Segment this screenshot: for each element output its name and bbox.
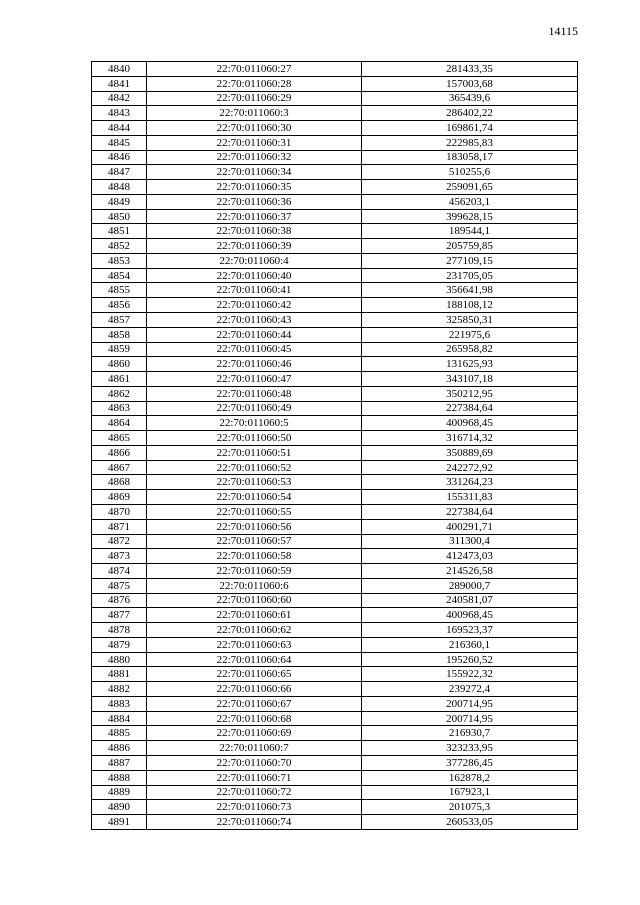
cadastral-number-cell: 22:70:011060:49 xyxy=(147,401,362,416)
table-row xyxy=(92,106,578,121)
cadastral-number-cell: 22:70:011060:74 xyxy=(147,815,362,830)
cadastral-number-cell: 22:70:011060:48 xyxy=(147,386,362,401)
table-row xyxy=(92,431,578,446)
row-number-cell: 4855 xyxy=(92,283,147,298)
value-cell: 260533,05 xyxy=(362,815,578,830)
row-number-cell: 4860 xyxy=(92,357,147,372)
row-number-cell: 4880 xyxy=(92,652,147,667)
table-row xyxy=(92,667,578,682)
cadastral-number-cell: 22:70:011060:30 xyxy=(147,121,362,136)
row-number-cell: 4876 xyxy=(92,593,147,608)
row-number-cell: 4847 xyxy=(92,165,147,180)
cadastral-values-table xyxy=(91,61,578,830)
table-row xyxy=(92,298,578,313)
value-cell: 189544,1 xyxy=(362,224,578,239)
table-row xyxy=(92,785,578,800)
value-cell: 399628,15 xyxy=(362,209,578,224)
value-cell: 350889,69 xyxy=(362,445,578,460)
value-cell: 286402,22 xyxy=(362,106,578,121)
row-number-cell: 4842 xyxy=(92,91,147,106)
cadastral-number-cell: 22:70:011060:58 xyxy=(147,549,362,564)
cadastral-number-cell: 22:70:011060:7 xyxy=(147,741,362,756)
value-cell: 214526,58 xyxy=(362,564,578,579)
table-row xyxy=(92,62,578,77)
row-number-cell: 4872 xyxy=(92,534,147,549)
row-number-cell: 4844 xyxy=(92,121,147,136)
table-row xyxy=(92,490,578,505)
table-row xyxy=(92,445,578,460)
cadastral-number-cell: 22:70:011060:61 xyxy=(147,608,362,623)
value-cell: 162878,2 xyxy=(362,770,578,785)
row-number-cell: 4849 xyxy=(92,194,147,209)
cadastral-number-cell: 22:70:011060:73 xyxy=(147,800,362,815)
table-row xyxy=(92,342,578,357)
table-row xyxy=(92,608,578,623)
table-row xyxy=(92,283,578,298)
table-row xyxy=(92,239,578,254)
table-row xyxy=(92,726,578,741)
value-cell: 222985,83 xyxy=(362,135,578,150)
table-row xyxy=(92,224,578,239)
cadastral-number-cell: 22:70:011060:34 xyxy=(147,165,362,180)
page-number: 14115 xyxy=(548,24,578,38)
row-number-cell: 4885 xyxy=(92,726,147,741)
row-number-cell: 4888 xyxy=(92,770,147,785)
cadastral-number-cell: 22:70:011060:59 xyxy=(147,564,362,579)
cadastral-number-cell: 22:70:011060:69 xyxy=(147,726,362,741)
row-number-cell: 4843 xyxy=(92,106,147,121)
cadastral-number-cell: 22:70:011060:43 xyxy=(147,313,362,328)
cadastral-number-cell: 22:70:011060:67 xyxy=(147,696,362,711)
value-cell: 227384,64 xyxy=(362,401,578,416)
row-number-cell: 4856 xyxy=(92,298,147,313)
value-cell: 343107,18 xyxy=(362,372,578,387)
cadastral-number-cell: 22:70:011060:29 xyxy=(147,91,362,106)
cadastral-number-cell: 22:70:011060:35 xyxy=(147,180,362,195)
value-cell: 200714,95 xyxy=(362,711,578,726)
cadastral-number-cell: 22:70:011060:4 xyxy=(147,253,362,268)
row-number-cell: 4886 xyxy=(92,741,147,756)
row-number-cell: 4854 xyxy=(92,268,147,283)
table-row xyxy=(92,549,578,564)
table-row xyxy=(92,534,578,549)
row-number-cell: 4869 xyxy=(92,490,147,505)
value-cell: 155922,32 xyxy=(362,667,578,682)
row-number-cell: 4857 xyxy=(92,313,147,328)
value-cell: 169523,37 xyxy=(362,623,578,638)
row-number-cell: 4870 xyxy=(92,504,147,519)
row-number-cell: 4890 xyxy=(92,800,147,815)
row-number-cell: 4889 xyxy=(92,785,147,800)
cadastral-number-cell: 22:70:011060:39 xyxy=(147,239,362,254)
cadastral-number-cell: 22:70:011060:64 xyxy=(147,652,362,667)
value-cell: 216360,1 xyxy=(362,637,578,652)
row-number-cell: 4873 xyxy=(92,549,147,564)
cadastral-number-cell: 22:70:011060:71 xyxy=(147,770,362,785)
cadastral-number-cell: 22:70:011060:3 xyxy=(147,106,362,121)
cadastral-number-cell: 22:70:011060:55 xyxy=(147,504,362,519)
cadastral-number-cell: 22:70:011060:36 xyxy=(147,194,362,209)
row-number-cell: 4845 xyxy=(92,135,147,150)
row-number-cell: 4871 xyxy=(92,519,147,534)
table-row xyxy=(92,815,578,830)
table-row xyxy=(92,564,578,579)
row-number-cell: 4852 xyxy=(92,239,147,254)
row-number-cell: 4851 xyxy=(92,224,147,239)
table-row xyxy=(92,194,578,209)
row-number-cell: 4866 xyxy=(92,445,147,460)
value-cell: 356641,98 xyxy=(362,283,578,298)
value-cell: 400291,71 xyxy=(362,519,578,534)
cadastral-number-cell: 22:70:011060:40 xyxy=(147,268,362,283)
value-cell: 200714,95 xyxy=(362,696,578,711)
row-number-cell: 4863 xyxy=(92,401,147,416)
value-cell: 216930,7 xyxy=(362,726,578,741)
row-number-cell: 4840 xyxy=(92,62,147,77)
value-cell: 325850,31 xyxy=(362,313,578,328)
cadastral-number-cell: 22:70:011060:57 xyxy=(147,534,362,549)
cadastral-number-cell: 22:70:011060:37 xyxy=(147,209,362,224)
cadastral-number-cell: 22:70:011060:5 xyxy=(147,416,362,431)
value-cell: 510255,6 xyxy=(362,165,578,180)
table-row xyxy=(92,770,578,785)
value-cell: 157003,68 xyxy=(362,76,578,91)
row-number-cell: 4858 xyxy=(92,327,147,342)
cadastral-number-cell: 22:70:011060:28 xyxy=(147,76,362,91)
table-row xyxy=(92,696,578,711)
row-number-cell: 4879 xyxy=(92,637,147,652)
cadastral-number-cell: 22:70:011060:65 xyxy=(147,667,362,682)
table-row xyxy=(92,91,578,106)
cadastral-number-cell: 22:70:011060:38 xyxy=(147,224,362,239)
row-number-cell: 4846 xyxy=(92,150,147,165)
row-number-cell: 4878 xyxy=(92,623,147,638)
table-row xyxy=(92,652,578,667)
table-row xyxy=(92,313,578,328)
table-row xyxy=(92,504,578,519)
row-number-cell: 4841 xyxy=(92,76,147,91)
value-cell: 377286,45 xyxy=(362,755,578,770)
value-cell: 311300,4 xyxy=(362,534,578,549)
table-row xyxy=(92,150,578,165)
value-cell: 183058,17 xyxy=(362,150,578,165)
table-row xyxy=(92,268,578,283)
table-row xyxy=(92,578,578,593)
table-row xyxy=(92,593,578,608)
row-number-cell: 4865 xyxy=(92,431,147,446)
row-number-cell: 4864 xyxy=(92,416,147,431)
value-cell: 277109,15 xyxy=(362,253,578,268)
value-cell: 400968,45 xyxy=(362,416,578,431)
table-row xyxy=(92,711,578,726)
table-row xyxy=(92,180,578,195)
row-number-cell: 4877 xyxy=(92,608,147,623)
table-row xyxy=(92,327,578,342)
table-row xyxy=(92,755,578,770)
value-cell: 412473,03 xyxy=(362,549,578,564)
cadastral-number-cell: 22:70:011060:50 xyxy=(147,431,362,446)
table-row xyxy=(92,386,578,401)
row-number-cell: 4862 xyxy=(92,386,147,401)
row-number-cell: 4848 xyxy=(92,180,147,195)
value-cell: 131625,93 xyxy=(362,357,578,372)
cadastral-number-cell: 22:70:011060:60 xyxy=(147,593,362,608)
row-number-cell: 4861 xyxy=(92,372,147,387)
value-cell: 201075,3 xyxy=(362,800,578,815)
row-number-cell: 4884 xyxy=(92,711,147,726)
row-number-cell: 4882 xyxy=(92,682,147,697)
cadastral-number-cell: 22:70:011060:56 xyxy=(147,519,362,534)
table-row xyxy=(92,121,578,136)
cadastral-number-cell: 22:70:011060:72 xyxy=(147,785,362,800)
cadastral-number-cell: 22:70:011060:27 xyxy=(147,62,362,77)
value-cell: 205759,85 xyxy=(362,239,578,254)
cadastral-number-cell: 22:70:011060:31 xyxy=(147,135,362,150)
table-row xyxy=(92,623,578,638)
table-row xyxy=(92,165,578,180)
row-number-cell: 4853 xyxy=(92,253,147,268)
cadastral-number-cell: 22:70:011060:52 xyxy=(147,460,362,475)
value-cell: 316714,32 xyxy=(362,431,578,446)
table-row xyxy=(92,475,578,490)
cadastral-number-cell: 22:70:011060:53 xyxy=(147,475,362,490)
cadastral-number-cell: 22:70:011060:42 xyxy=(147,298,362,313)
table-row xyxy=(92,800,578,815)
cadastral-number-cell: 22:70:011060:54 xyxy=(147,490,362,505)
table-row xyxy=(92,76,578,91)
table-row xyxy=(92,460,578,475)
row-number-cell: 4868 xyxy=(92,475,147,490)
value-cell: 195260,52 xyxy=(362,652,578,667)
cadastral-number-cell: 22:70:011060:66 xyxy=(147,682,362,697)
row-number-cell: 4883 xyxy=(92,696,147,711)
cadastral-number-cell: 22:70:011060:62 xyxy=(147,623,362,638)
table-row xyxy=(92,637,578,652)
table-row xyxy=(92,253,578,268)
value-cell: 400968,45 xyxy=(362,608,578,623)
table-row xyxy=(92,741,578,756)
table-row xyxy=(92,209,578,224)
cadastral-number-cell: 22:70:011060:44 xyxy=(147,327,362,342)
value-cell: 240581,07 xyxy=(362,593,578,608)
value-cell: 242272,92 xyxy=(362,460,578,475)
value-cell: 289000,7 xyxy=(362,578,578,593)
row-number-cell: 4867 xyxy=(92,460,147,475)
row-number-cell: 4859 xyxy=(92,342,147,357)
value-cell: 265958,82 xyxy=(362,342,578,357)
cadastral-number-cell: 22:70:011060:46 xyxy=(147,357,362,372)
cadastral-number-cell: 22:70:011060:68 xyxy=(147,711,362,726)
table-row xyxy=(92,682,578,697)
value-cell: 259091,65 xyxy=(362,180,578,195)
row-number-cell: 4881 xyxy=(92,667,147,682)
cadastral-number-cell: 22:70:011060:63 xyxy=(147,637,362,652)
row-number-cell: 4850 xyxy=(92,209,147,224)
value-cell: 169861,74 xyxy=(362,121,578,136)
cadastral-number-cell: 22:70:011060:47 xyxy=(147,372,362,387)
table-row xyxy=(92,372,578,387)
table-body xyxy=(92,62,578,830)
row-number-cell: 4875 xyxy=(92,578,147,593)
row-number-cell: 4874 xyxy=(92,564,147,579)
value-cell: 350212,95 xyxy=(362,386,578,401)
value-cell: 167923,1 xyxy=(362,785,578,800)
value-cell: 227384,64 xyxy=(362,504,578,519)
value-cell: 281433,35 xyxy=(362,62,578,77)
value-cell: 155311,83 xyxy=(362,490,578,505)
value-cell: 239272,4 xyxy=(362,682,578,697)
value-cell: 365439,6 xyxy=(362,91,578,106)
cadastral-number-cell: 22:70:011060:41 xyxy=(147,283,362,298)
value-cell: 456203,1 xyxy=(362,194,578,209)
table-row xyxy=(92,519,578,534)
value-cell: 323233,95 xyxy=(362,741,578,756)
table-row xyxy=(92,135,578,150)
cadastral-number-cell: 22:70:011060:32 xyxy=(147,150,362,165)
value-cell: 331264,23 xyxy=(362,475,578,490)
row-number-cell: 4887 xyxy=(92,755,147,770)
table-row xyxy=(92,401,578,416)
cadastral-number-cell: 22:70:011060:45 xyxy=(147,342,362,357)
table-row xyxy=(92,416,578,431)
row-number-cell: 4891 xyxy=(92,815,147,830)
value-cell: 231705,05 xyxy=(362,268,578,283)
table-row xyxy=(92,357,578,372)
cadastral-number-cell: 22:70:011060:51 xyxy=(147,445,362,460)
value-cell: 221975,6 xyxy=(362,327,578,342)
value-cell: 188108,12 xyxy=(362,298,578,313)
cadastral-number-cell: 22:70:011060:6 xyxy=(147,578,362,593)
cadastral-number-cell: 22:70:011060:70 xyxy=(147,755,362,770)
